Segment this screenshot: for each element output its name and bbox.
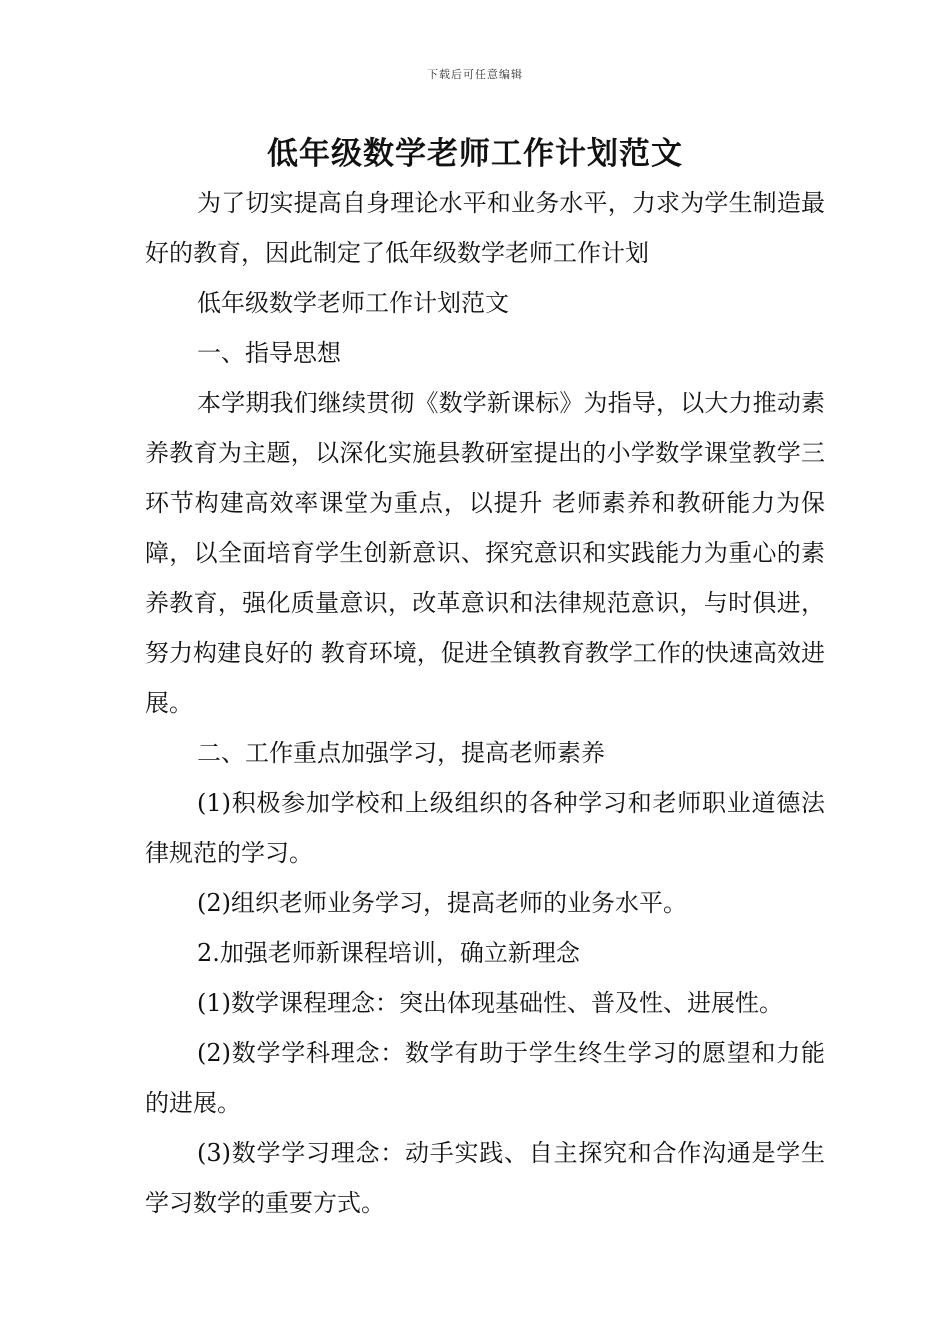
subsection-heading-curriculum-training: 2.加强老师新课程培训，确立新理念 — [197, 939, 580, 967]
list-item-learning-concept: (3)数学学习理念：动手实践、自主探究和合作沟通是学生学习数学的重要方式。 — [145, 1139, 825, 1217]
list-item-curriculum-concept: (1)数学课程理念：突出体现基础性、普及性、进展性。 — [197, 989, 783, 1017]
guiding-ideology-paragraph: 本学期我们继续贯彻《数学新课标》为指导，以大力推动素养教育为主题，以深化实施县教研室提出的小学数学课堂教学三环节构建高效率课堂为重点，以提升 老师素养和教研能力为保障，以全面培育学生创新意识、探究意识和实践能力为重心的素养教育，强化质量意识，改革意识和法律规范意识，与时俱进，努力构建良好的 教育环境，促进全镇教育教学工作的快速高效进展。 — [145, 389, 825, 717]
list-item-study-ethics: (1)积极参加学校和上级组织的各种学习和老师职业道德法律规范的学习。 — [145, 789, 825, 867]
header-note: 下载后可任意编辑 — [427, 68, 523, 81]
list-item-subject-concept: (2)数学学科理念：数学有助于学生终生学习的愿望和力能的进展。 — [145, 1039, 825, 1117]
section-heading-guiding-ideology: 一、指导思想 — [197, 339, 341, 367]
section-heading-work-focus: 二、工作重点加强学习，提高老师素养 — [197, 739, 605, 767]
list-item-business-study: (2)组织老师业务学习，提高老师的业务水平。 — [197, 889, 687, 917]
document-title: 低年级数学老师工作计划范文 — [267, 136, 683, 172]
subtitle-paragraph: 低年级数学老师工作计划范文 — [197, 289, 509, 317]
intro-paragraph: 为了切实提高自身理论水平和业务水平，力求为学生制造最好的教育，因此制定了低年级数学老师工作计划 — [145, 189, 825, 267]
document-body — [145, 178, 825, 1228]
